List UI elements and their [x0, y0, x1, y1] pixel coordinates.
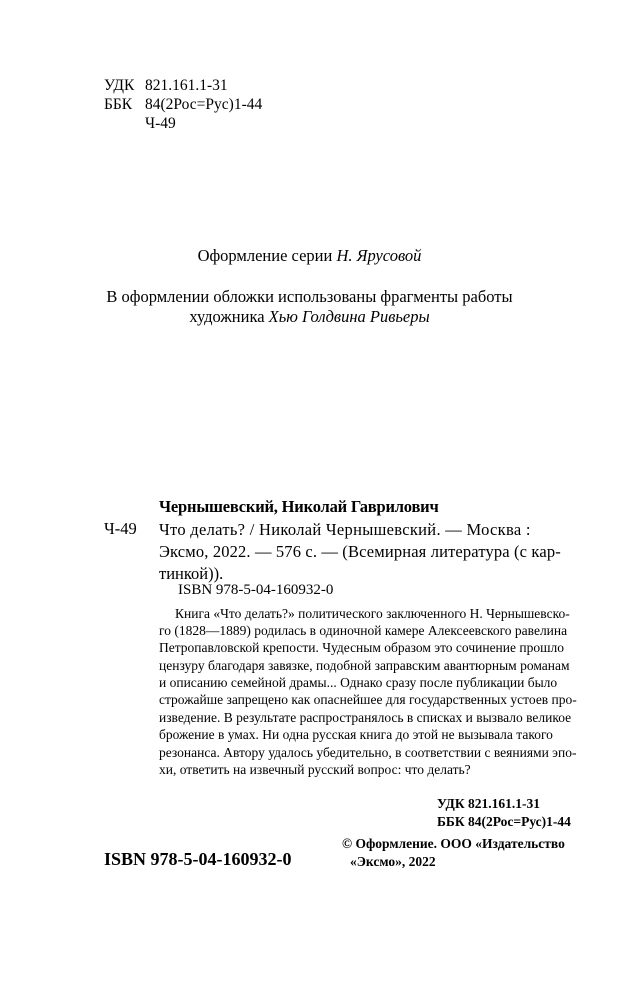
author-mark: Ч-49 — [104, 519, 137, 538]
bib-line-3: тинкой)). — [159, 564, 224, 583]
annotation-line: резонанса. Автору удалось убедительно, в соответствии с веяниями эпо- — [159, 745, 577, 760]
annotation-line: Книга «Что делать?» политического заключенного Н. Чернышевско- — [175, 606, 570, 621]
cover-note-prefix: художника — [189, 307, 265, 326]
isbn-small: ISBN 978-5-04-160932-0 — [178, 582, 334, 598]
copyright-line2: «Эксмо», 2022 — [350, 854, 436, 869]
udk-label: УДК — [104, 77, 135, 94]
author-mark-row — [104, 114, 262, 133]
cover-note-line1: В оформлении обложки использованы фрагменты работы — [106, 287, 513, 306]
series-design-prefix: Оформление серии — [197, 246, 333, 265]
annotation-line: го (1828—1889) родилась в одиночной камере Алексеевского равелина — [159, 623, 568, 638]
author-heading: Чернышевский, Николай Гаврилович — [159, 497, 439, 516]
bbk-bottom: ББК 84(2Рос=Рус)1-44 — [437, 814, 571, 829]
annotation-line: Петропавловской крепости. Чудесным образом это сочинение прошло — [159, 640, 564, 655]
annotation-line: и описанию семейной драмы... Однако сразу после публикации было — [159, 675, 558, 690]
annotation-line: брожение в умах. Ни одна русская книга до этой не вызывала такого — [159, 727, 553, 742]
bbk-row — [104, 95, 262, 114]
bbk-value: 84(2Рос=Рус)1-44 — [145, 96, 263, 113]
annotation-line: цензуру благодаря завязке, подобной заправским авантюрным романам — [159, 658, 570, 673]
annotation-line: хи, ответить на извечный русский вопрос: что делать? — [159, 762, 471, 777]
bib-line-1: Что делать? / Николай Чернышевский. — Москва : — [159, 520, 531, 539]
copyright-line1: © Оформление. ООО «Издательство — [342, 836, 565, 851]
cover-note-line2 — [0, 305, 619, 328]
bbk-label: ББК — [104, 96, 133, 113]
classification-codes — [104, 76, 262, 133]
isbn-large: ISBN 978-5-04-160932-0 — [104, 849, 292, 869]
udk-bottom: УДК 821.161.1-31 — [437, 796, 540, 811]
bib-line-2: Эксмо, 2022. — 576 с. — (Всемирная литература (с кар- — [159, 542, 561, 561]
author-mark-top: Ч-49 — [145, 115, 176, 132]
series-design-credit — [0, 244, 619, 267]
udk-row — [104, 76, 262, 95]
udk-value: 821.161.1-31 — [145, 77, 228, 94]
annotation-line: изведение. В результате распространялось в списках и вызвало великое — [159, 710, 572, 725]
series-designer-name: Н. Ярусовой — [336, 246, 422, 265]
annotation-line: строжайше запрещено как опаснейшее для государственных устоев про- — [159, 692, 577, 707]
cover-artist-name: Хью Голдвина Ривьеры — [268, 307, 430, 326]
